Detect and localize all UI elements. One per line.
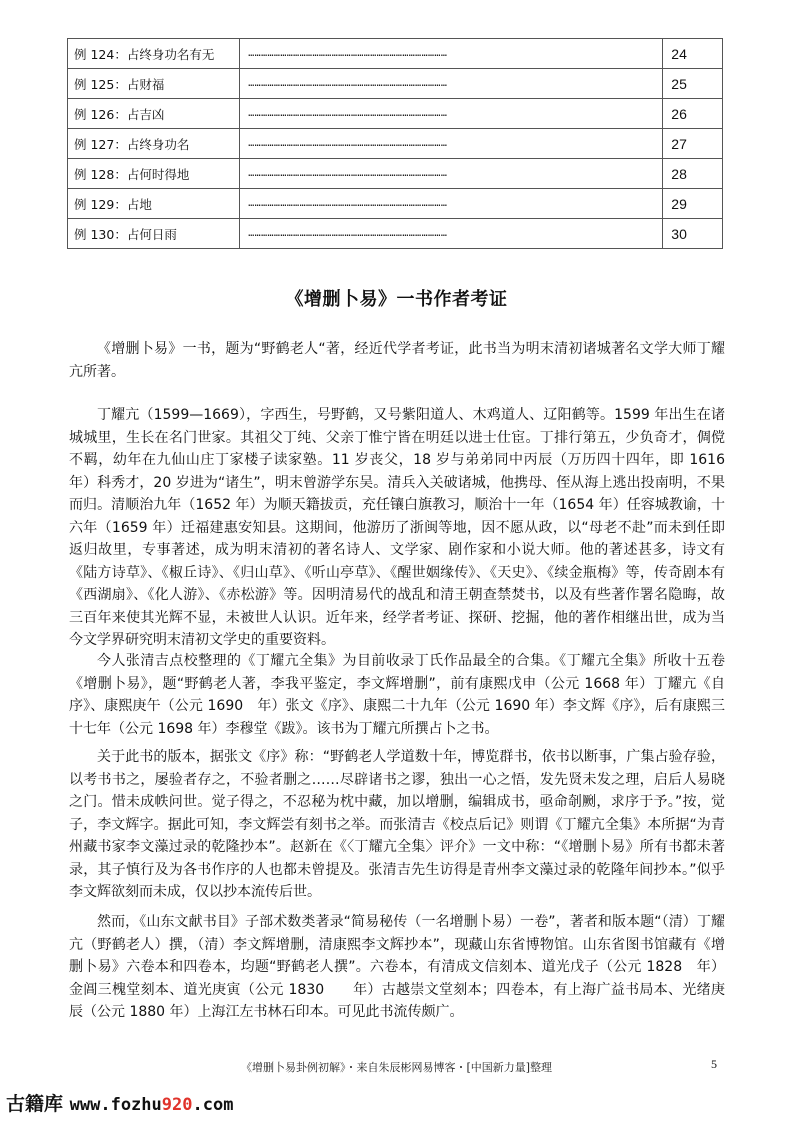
page-footer: 《增删卜易卦例初解》・来自朱辰彬网易博客・[中国新力量]整理	[240, 1061, 553, 1074]
paragraph-editions: 关于此书的版本，据张文《序》称：“野鹤老人学道数十年，博览群书，依书以断事，广集占验存验，以考书书之，屡验者存之，不验者删之……尽辟诸书之谬，独出一心之悟，发先贤未发之理，启后人易晓之门。惜未成帙问世。觉子得之，不忍秘为枕中藏，加以增删，编辑成书，亟命剞劂，求序于予。”按，觉子，李文辉字。据此可知，李文辉尝有刻书之举。而张清吉《校点后记》则谓《丁耀亢全集》本所据“为青州藏书家李文藻过录的乾隆抄本”。赵新在《〈丁耀亢全集〉评介》一文中称：“《增删卜易》所有书都未著录，其子慎行及为各书作序的人也都未曾提及。张清吉先生访得是青州李文藻过录的乾隆年间抄本。”似乎李文辉欲刻而未成，仅以抄本流传后世。	[69, 749, 725, 900]
toc-page-number: 26	[663, 99, 723, 129]
watermark-url-prefix: www.fozhu	[69, 1095, 162, 1115]
paragraph-catalog: 然而，《山东文献书目》子部术数类著录“简易秘传（一名增删卜易）一卷”，著者和版本题“（清）丁耀亢（野鹤老人）撰，（清）李文辉增删，清康熙李文辉抄本”，现藏山东省博物馆。山东省图书馆藏有《增删卜易》六卷本和四卷本，均题“野鹤老人撰”。六卷本，有清成文信刻本、道光戊子（公元 1828 年）金阊三槐堂刻本、道光庚寅（公元 1830 年）古越崇文堂刻本；四卷本，有上海广益书局本、光绪庚辰（公元 1880 年）上海江左书林石印本。可见此书流传颇广。	[69, 914, 725, 1020]
toc-page-number: 24	[663, 39, 723, 69]
toc-row	[68, 99, 723, 129]
toc-entry-label: 例 124：占终身功名有无	[68, 39, 240, 69]
watermark-url-number: 920	[161, 1095, 193, 1115]
toc-row	[68, 189, 723, 219]
toc-leader-dots: …………………………………………………………………………………	[240, 189, 663, 219]
paragraph-biography: 丁耀亢（1599—1669），字西生，号野鹤，又号紫阳道人、木鸡道人、辽阳鹤等。1599 年出生在诸城城里，生长在名门世家。其祖父丁纯、父亲丁惟宁皆在明廷以进士仕宦。丁排行第五，少负奇才，倜傥不羁，幼年在九仙山庄丁家楼子读家塾。11 岁丧父，18 岁与弟弟同中丙辰（万历四十四年，即 1616 年）科秀才，20 岁进为“诸生”，明末曾游学东吴。清兵入关破诸城，他携母、侄从海上逃出投南明，不果而归。清顺治九年（1652 年）为顺天籍拔贡，充任镶白旗教习，顺治十一年（1654 年）任容城教谕，十六年（1659 年）迁福建惠安知县。这期间，他游历了浙闽等地，因不愿从政，以“母老不赴”而未到任即返归故里，专事著述，成为明末清初的著名诗人、文学家、剧作家和小说大师。他的著述甚多，诗文有《陆方诗草》、《椒丘诗》、《归山草》、《听山亭草》、《醒世姻缘传》、《天史》、《续金瓶梅》等，传奇剧本有《西湖扇》、《化人游》、《赤松游》等。因明清易代的战乱和清王朝查禁焚书，以及有些著作署名隐晦，故三百年来使其光辉不显，未被世人认识。近年来，经学者考证、探研、挖掘，他的著作相继出世，成为当今文学界研究明末清初文学史的重要资料。	[69, 407, 725, 648]
toc-leader-dots: …………………………………………………………………………………	[240, 129, 663, 159]
article-title: 《增删卜易》一书作者考证	[285, 289, 508, 310]
toc-row	[68, 129, 723, 159]
toc-row	[68, 69, 723, 99]
toc-entry-label: 例 129：占地	[68, 189, 240, 219]
toc-leader-dots: …………………………………………………………………………………	[240, 159, 663, 189]
site-watermark	[6, 1089, 233, 1116]
toc-page-number: 28	[663, 159, 723, 189]
toc-page-number: 30	[663, 219, 723, 249]
toc-entry-label: 例 128：占何时得地	[68, 159, 240, 189]
toc-table	[67, 38, 723, 249]
toc-leader-dots: …………………………………………………………………………………	[240, 69, 663, 99]
paragraph-collection: 今人张清吉点校整理的《丁耀亢全集》为目前收录丁氏作品最全的合集。《丁耀亢全集》所收十五卷《增删卜易》，题“野鹤老人著，李我平鉴定，李文辉增删”，前有康熙戊申（公元 1668 年）丁耀亢《自序》、康熙庚午（公元 1690 年）张文《序》、康熙二十九年（公元 1690 年）李文辉《序》，后有康熙三十七年（公元 1698 年）李穆堂《跋》。该书为丁耀亢所撰占卜之书。	[69, 653, 725, 737]
toc-leader-dots: …………………………………………………………………………………	[240, 39, 663, 69]
toc-entry-label: 例 127：占终身功名	[68, 129, 240, 159]
toc-entry-label: 例 130：占何日雨	[68, 219, 240, 249]
toc-page-number: 25	[663, 69, 723, 99]
toc-row	[68, 159, 723, 189]
page-number: 5	[711, 1057, 717, 1071]
watermark-url-suffix: .com	[192, 1095, 234, 1115]
toc-entry-label: 例 125：占财福	[68, 69, 240, 99]
toc-row	[68, 219, 723, 249]
toc-entry-label: 例 126：占吉凶	[68, 99, 240, 129]
toc-leader-dots: …………………………………………………………………………………	[240, 219, 663, 249]
toc-page-number: 29	[663, 189, 723, 219]
toc-row	[68, 39, 723, 69]
toc-leader-dots: …………………………………………………………………………………	[240, 99, 663, 129]
watermark-label: 古籍库	[6, 1093, 64, 1115]
toc-page-number: 27	[663, 129, 723, 159]
paragraph-intro: 《增删卜易》一书，题为“野鹤老人“著，经近代学者考证，此书当为明末清初诸城著名文学大师丁耀亢所著。	[69, 341, 725, 380]
